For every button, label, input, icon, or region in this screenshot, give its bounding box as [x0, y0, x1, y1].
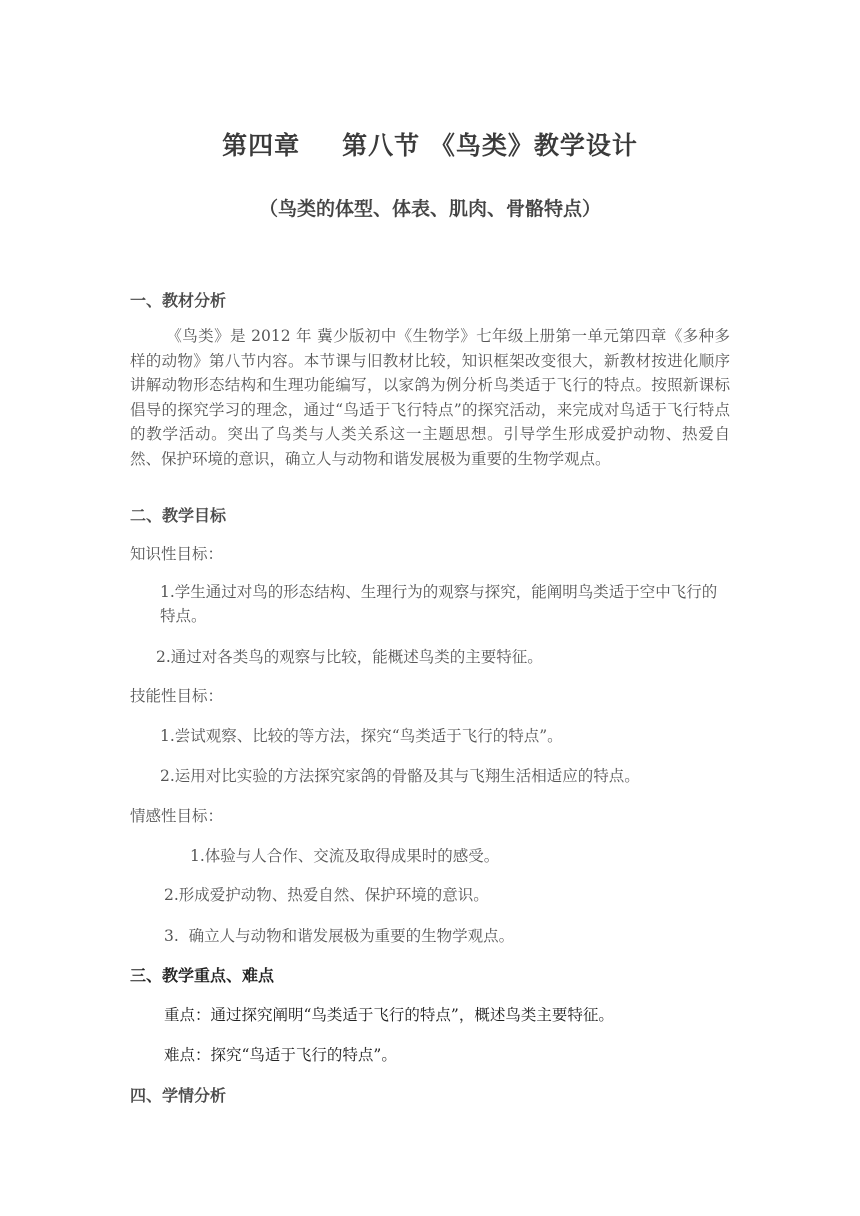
emotion-objectives-label: 情感性目标： [130, 807, 224, 825]
knowledge-objectives-label: 知识性目标： [130, 545, 224, 563]
skill-objective-1: 1.尝试观察、比较的等方法，探究“鸟类适于飞行的特点”。 [160, 727, 563, 745]
section-heading-learner-analysis: 四、学情分析 [130, 1086, 227, 1105]
skill-objective-2: 2.运用对比实验的方法探究家鸽的骨骼及其与飞翔生活相适应的特点。 [160, 767, 640, 785]
emotion-objective-2: 2.形成爱护动物、热爱自然、保护环境的意识。 [164, 886, 489, 904]
document-title [0, 126, 860, 162]
knowledge-objective-2: 2.通过对各类鸟的观察与比较，能概述鸟类的主要特征。 [156, 648, 543, 666]
emotion-objective-3: 3. 确立人与动物和谐发展极为重要的生物学观点。 [164, 927, 515, 945]
skill-objectives-label: 技能性目标： [130, 687, 224, 705]
title-chapter: 第四章 [222, 131, 301, 160]
emotion-objective-1: 1.体验与人合作、交流及取得成果时的感受。 [190, 847, 500, 865]
key-point: 重点：通过探究阐明“鸟类适于飞行的特点”，概述鸟类主要特征。 [164, 1006, 614, 1024]
section-heading-objectives: 二、教学目标 [130, 506, 227, 525]
materials-paragraph [130, 324, 730, 471]
document-subtitle: （鸟类的体型、体表、肌肉、骨骼特点） [258, 198, 601, 220]
title-section: 第八节 《鸟类》教学设计 [342, 131, 638, 160]
section-heading-key-points: 三、教学重点、难点 [130, 966, 275, 985]
section-heading-materials: 一、教材分析 [130, 291, 227, 310]
difficult-point: 难点：探究“鸟适于飞行的特点”。 [164, 1046, 397, 1064]
materials-text: 《鸟类》是 2012 年 冀少版初中《生物学》七年级上册第一单元第四章《多种多样的动物》第八节内容。本节课与旧教材比较，知识框架改变很大，新教材按进化顺序讲解动物形态结构和生理功能编写，以家鸽为例分析鸟类适于飞行的特点。按照新课标倡导的探究学习的理念，通过“鸟适于飞行特点”的探究活动，来完成对鸟适于飞行特点的教学活动。突出了鸟类与人类关系这一主题思想。引导学生形成爱护动物、热爱自然、保护环境的意识，确立人与动物和谐发展极为重要的生物学观点。 [130, 327, 730, 468]
knowledge-objective-1: 1.学生通过对鸟的形态结构、生理行为的观察与探究，能阐明鸟类适于空中飞行的特点。 [160, 583, 718, 625]
